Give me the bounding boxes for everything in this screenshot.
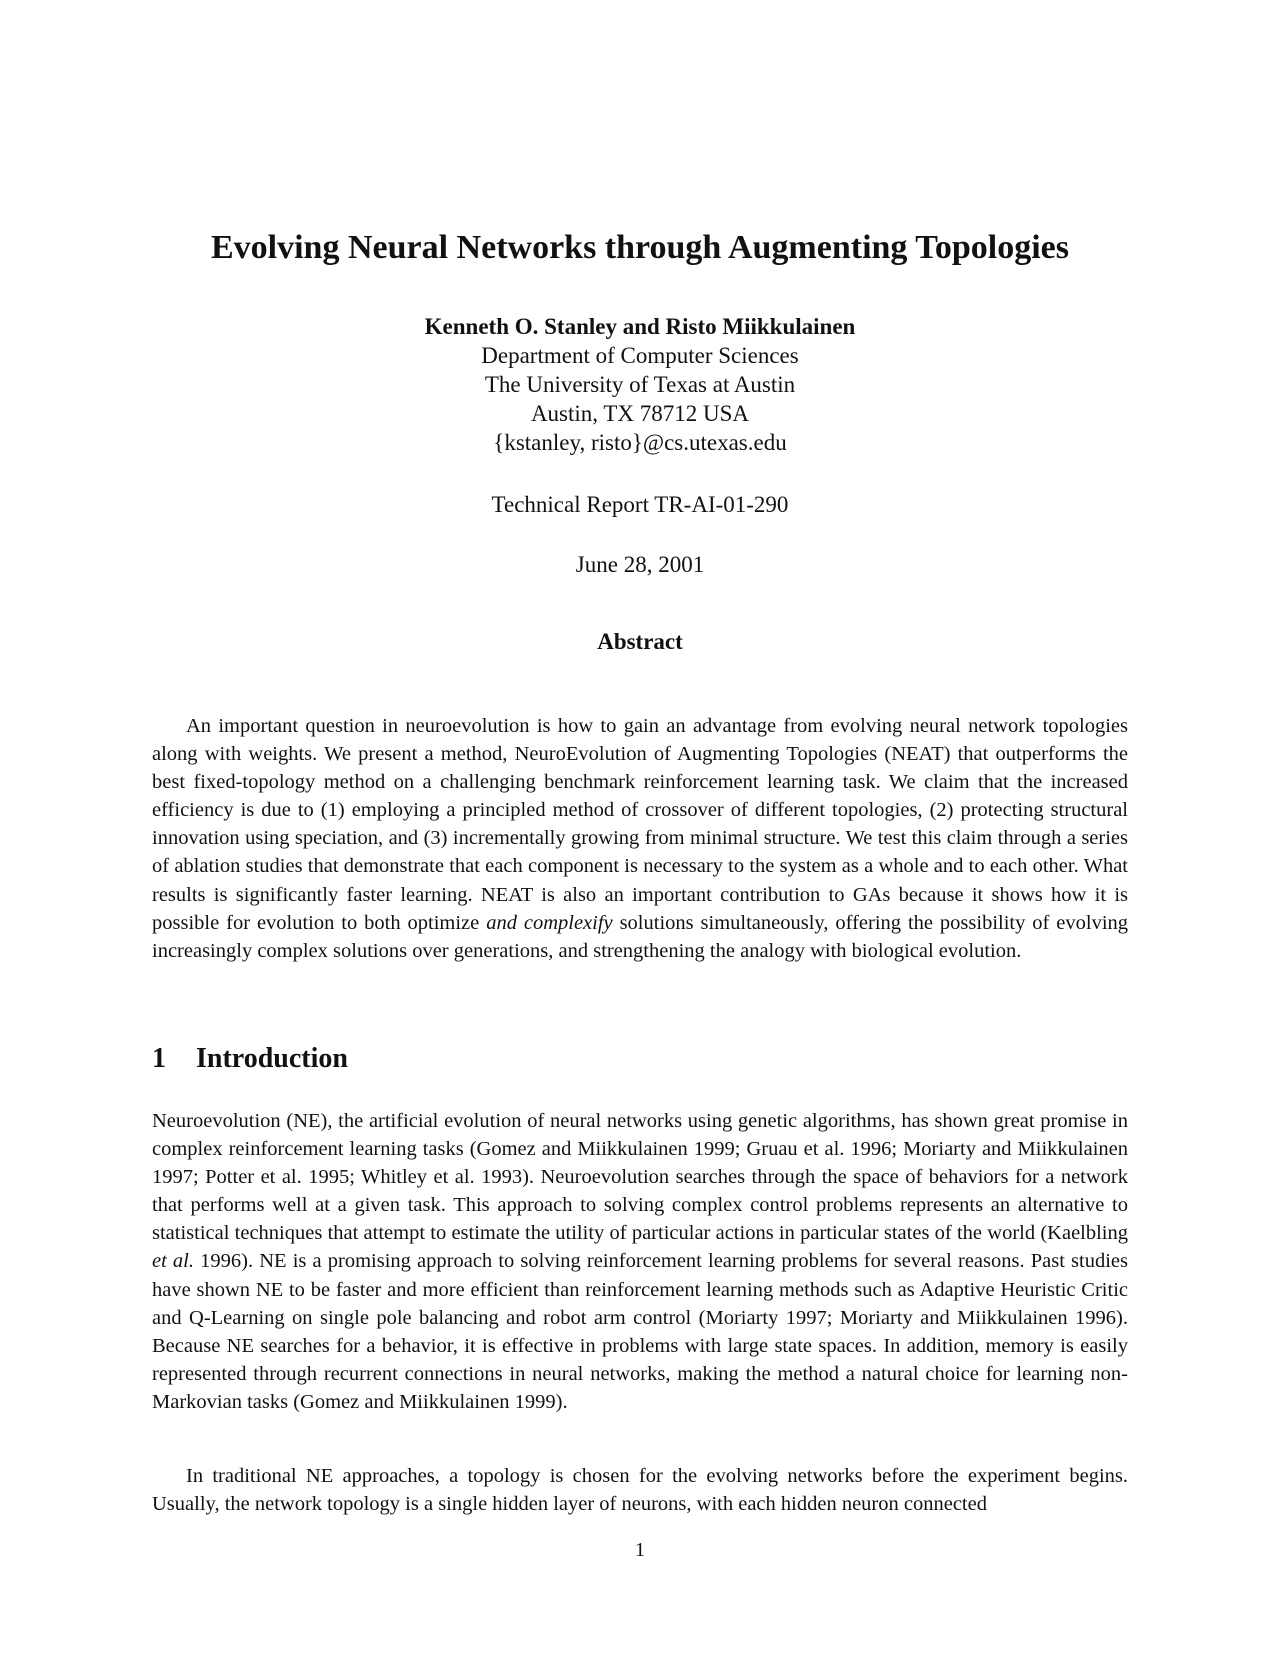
section-title: Introduction — [196, 1043, 348, 1074]
introduction-paragraph-2: In traditional NE approaches, a topology is chosen for the evolving networks before the experiment begins. Usually, the network topology is a single hidden layer of neurons, with each hidden neuron connected — [152, 1465, 1128, 1516]
author-block — [0, 312, 1280, 457]
affiliation-department: Department of Computer Sciences — [481, 343, 799, 368]
introduction-paragraph-1 — [152, 1107, 1128, 1416]
author-email: {kstanley, risto}@cs.utexas.edu — [493, 430, 787, 455]
abstract-text — [152, 712, 1128, 965]
abstract-heading: Abstract — [597, 629, 683, 654]
paper-date: June 28, 2001 — [575, 552, 705, 577]
author-names: Kenneth O. Stanley and Risto Miikkulainen — [424, 314, 856, 339]
intro-p1-emphasis: et al. — [152, 1250, 195, 1273]
affiliation-city: Austin, TX 78712 USA — [530, 401, 750, 426]
section-number: 1 — [152, 1043, 166, 1074]
intro-p1-part2: 1996). NE is a promising approach to solving reinforcement learning problems for several reasons. Past studies have shown NE to be faster and more efficient than reinforcement learning methods such as Adaptive Heuristic Critic and Q-Learning on single pole balancing and robot arm control (Moriarty 1997; Moriarty and Miikkulainen 1996). Because NE searches for a behavior, it is effective in problems with large state spaces. In addition, memory is easily represented through recurrent connections in neural networks, making the method a natural choice for learning non-Markovian tasks (Gomez and Miikkulainen 1999). — [152, 1250, 1128, 1413]
abstract-emphasis: and complexify — [486, 911, 613, 934]
affiliation-university: The University of Texas at Austin — [484, 372, 796, 397]
paper-title: Evolving Neural Networks through Augmenting Topologies — [210, 229, 1069, 266]
section-heading-introduction — [152, 1042, 348, 1076]
intro-p1-part1: Neuroevolution (NE), the artificial evolution of neural networks using genetic algorithms, has shown great promise in complex reinforcement learning tasks (Gomez and Miikkulainen 1999; Gruau et al. 1996; Moriarty and Miikkulainen 1997; Potter et al. 1995; Whitley et al. 1993). Neuroevolution searches through the space of behaviors for a network that performs well at a given task. This approach to solving complex control problems represents an alternative to statistical techniques that attempt to estimate the utility of particular actions in particular states of the world (Kaelbling — [152, 1110, 1128, 1245]
abstract-text-part2: solutions simultaneously, offering the possibility of evolving increasingly complex solutions over generations, and strengthening the analogy with biological evolution. — [152, 911, 1129, 962]
technical-report-number: Technical Report TR-AI-01-290 — [491, 492, 789, 517]
page-number: 1 — [634, 1539, 646, 1561]
abstract-text-part1: An important question in neuroevolution is how to gain an advantage from evolving neural network topologies along with weights. We present a method, NeuroEvolution of Augmenting Topologies (NEAT) that outperforms the best fixed-topology method on a challenging benchmark reinforcement learning task. We claim that the increased efficiency is due to (1) employing a principled method of crossover of different topologies, (2) protecting structural innovation using speciation, and (3) incrementally growing from minimal structure. We test this claim through a series of ablation studies that demonstrate that each component is necessary to the system as a whole and to each other. What results is significantly faster learning. NEAT is also an important contribution to GAs because it shows how it is possible for evolution to both optimize — [152, 715, 1128, 934]
